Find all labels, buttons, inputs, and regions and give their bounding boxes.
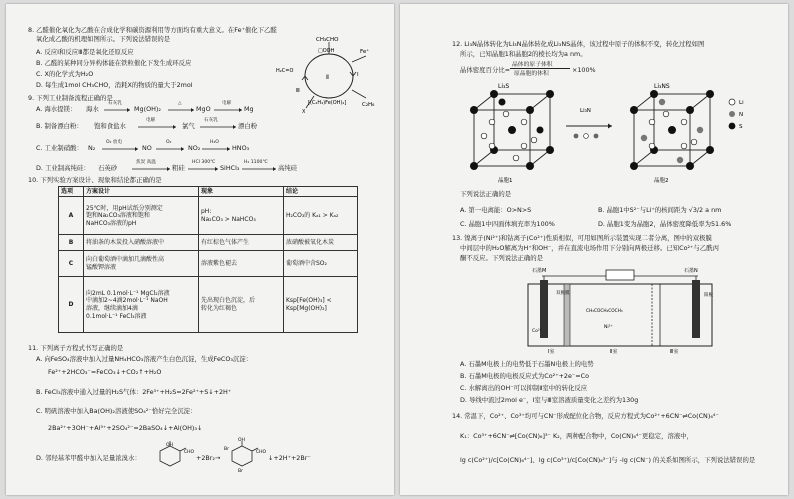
- concl-line: Ksp[Fe(OH)₃] <: [286, 297, 332, 305]
- q11-option-d-end: ↓+2H⁺+2Br⁻: [268, 454, 311, 462]
- q10-row-d-conclusion: [284, 277, 358, 333]
- q10-row-d-option: D: [59, 277, 84, 333]
- bipolar-membrane-label: 双极膜: [556, 291, 570, 296]
- q8-cycle-step3: Ⅲ: [296, 88, 300, 94]
- cell-mid-label: Li₃N: [580, 108, 591, 114]
- q12-option-c: C. 晶胞1中四面体填充率为100%: [460, 220, 555, 228]
- plan-line: 向白葡萄酒中滴加几滴酸性高: [86, 256, 165, 264]
- fraction-bar: [510, 68, 570, 69]
- q9-d-s1: 石英砂: [98, 164, 118, 172]
- q10-table: [58, 186, 358, 333]
- q8-option-d: D. 每生成1mol CH₃CHO，消耗X的物质的量大于2mol: [36, 81, 193, 89]
- q10-row-b-option: B: [59, 235, 84, 251]
- q9-a-c1: 石灰乳: [108, 101, 122, 106]
- concl-line: H₂CO₃的 Kₐ₁ > Kₐ₂: [286, 212, 339, 220]
- crystal-cell-2: [614, 80, 724, 185]
- q9-b-c1: 电解: [146, 118, 156, 123]
- q8-cycle-x: X: [302, 109, 306, 114]
- q12-density-post: ×100%: [572, 66, 596, 74]
- q9-c-label: C. 工业制硝酸：: [36, 144, 83, 152]
- q9-title: 9. 下列工业制备流程正确的是: [28, 94, 113, 102]
- q10-header-plan: 方案设计: [84, 187, 199, 197]
- q8-option-b: B. 乙醛的某种同分异构体能在铁粒催化下发生成环反应: [36, 59, 192, 67]
- q10-row-c-phenomenon: 溶液紫色褪去: [199, 251, 284, 277]
- plan-line: 溶液，继续滴加4滴: [86, 304, 138, 312]
- q10-row-c-plan: [84, 251, 199, 277]
- q10-row-b-conclusion: 浓硝酸被氧化木炭: [284, 235, 358, 251]
- acetylacetone-label: CH₃COCH₂COCH₃: [586, 309, 623, 314]
- q9-a-arrows: [102, 106, 282, 114]
- q10-header-option: 选项: [59, 187, 84, 197]
- q9-c-arrows: [100, 145, 240, 153]
- q14-k-line: K₁：Co³⁺+6CN⁻⇌[Co(CN)₆]³⁻ K₂，两种配合物中，Co(CN)₆⁴⁻更稳定，溶液中，: [460, 432, 694, 440]
- legend-li: Li: [739, 100, 744, 106]
- q9-c-s3: NO₂: [188, 144, 201, 152]
- q13-option-b: B. 石墨M电极的电极反应式为Co²⁺+2e⁻=Co: [460, 372, 590, 380]
- q9-d-label: D. 工业制高纯硅：: [36, 164, 90, 172]
- q10-row-a-phenomenon: [199, 197, 284, 235]
- q9-b-s3: 漂白粉: [238, 122, 258, 130]
- table-row: [59, 277, 358, 333]
- table-row: [59, 197, 358, 235]
- q8-cycle-left: H₂C=O: [276, 68, 294, 74]
- oh-label: OH: [166, 443, 173, 448]
- cho-label: CHO: [184, 450, 195, 455]
- legend-s: S: [739, 124, 743, 130]
- q9-b-s2: 氯气: [182, 122, 195, 130]
- plan-line: 中滴加2~4滴2mol·L⁻¹ NaOH: [86, 297, 168, 305]
- q10-row-b-phenomenon: 有红棕色气体产生: [199, 235, 284, 251]
- q12-option-d: D. 晶胞1变为晶胞2，晶体密度降低率为51.6%: [598, 220, 732, 228]
- q8-title: 8. 乙醛催化氧化为乙酸在合成化学和碳资源利用等方面均有重大意义。在Fe⁺催化下乙醛: [28, 26, 277, 34]
- q12-frac-bot: 原晶胞的体积: [514, 71, 549, 77]
- q13-option-a: A. 石墨M电极上的电势低于石墨N电极上的电势: [460, 360, 594, 368]
- phen-line: 先出现白色沉淀，后: [201, 297, 256, 305]
- q9-a-s4: Mg: [244, 105, 254, 113]
- q13-option-d: D. 导线中流过2mol e⁻，Ⅰ室与Ⅲ室溶液质量变化之差约为130g: [460, 396, 639, 404]
- ni-ion-label: Ni²⁺: [604, 325, 613, 330]
- q11-option-c-line2: 2Ba²⁺+3OH⁻+Al³⁺+2SO₄²⁻=2BaSO₄↓+Al(OH)₃↓: [48, 424, 203, 432]
- q9-d-c2: HCl 300℃: [192, 160, 216, 165]
- plan-line: 饱和Na₂CO₃溶液和饱和: [86, 212, 150, 220]
- q9-c-s1: N₂: [88, 144, 96, 152]
- q13-line2: 中间层中的H₂O解离为H⁺和OH⁻，并在直流电场作用下分别向两极迁移。已知Co²⁺与乙酰丙: [460, 244, 719, 252]
- right-page: [400, 4, 788, 495]
- q9-d-s3: SiHCl₃: [220, 164, 240, 172]
- q9-d-arrows: [130, 165, 280, 173]
- concl-line: Ksp[Mg(OH)₂]: [286, 304, 327, 312]
- q12-line2: 所示，已知晶胞1和晶胞2的棱长均为a nm。: [460, 50, 587, 58]
- phen-line: Na₂CO₃ > NaHCO₃: [201, 215, 256, 223]
- q9-c-c3: H₂O: [210, 140, 219, 145]
- q9-a-s2: Mg(OH)₂: [134, 105, 161, 113]
- br-label: Br: [224, 447, 229, 452]
- chamber-3-label: Ⅲ室: [670, 349, 679, 354]
- q8-cycle-top2: □OOH: [318, 48, 335, 54]
- plan-line: 向2mL 0.1mol·L⁻¹ MgCl₂溶液: [86, 289, 170, 297]
- q12-question: 下列说法正确的是: [460, 190, 512, 198]
- q11-option-d-label: D. 邻羟基苯甲醛中加入足量浓溴水：: [36, 454, 141, 462]
- left-page: [6, 4, 394, 495]
- q9-a-s1: 海水: [86, 105, 99, 113]
- table-row: [59, 235, 358, 251]
- electrolysis-cell-diagram: [520, 266, 720, 354]
- q10-row-a-plan: [84, 197, 199, 235]
- table-row: [59, 251, 358, 277]
- q12-option-b: B. 晶胞1中S²⁻与Li⁺的核间距为 √3/2 a nm: [598, 206, 722, 214]
- phen-line: pH:: [201, 208, 212, 216]
- q9-c-c2: O₂: [166, 140, 172, 145]
- q10-row-c-conclusion: 葡萄酒中含SO₂: [284, 251, 358, 277]
- q8-option-c: C. X的化学式为H₂O: [36, 70, 94, 78]
- q9-d-c1: 焦炭 高温: [136, 160, 156, 165]
- q10-row-d-plan: [84, 277, 199, 333]
- q10-row-a-conclusion: [284, 197, 358, 235]
- q9-b-label: B. 制备漂白粉：: [36, 122, 83, 130]
- q8-cycle-top: CH₃CHO: [316, 37, 339, 43]
- q10-header-phenomenon: 现象: [199, 187, 284, 197]
- q9-b-c2: 石灰乳: [204, 118, 218, 123]
- q13-line3: 酮不反应。下列说法正确的是: [460, 254, 544, 262]
- brominated-product-structure-icon: [224, 436, 268, 472]
- q9-a-c3: 电解: [222, 101, 232, 106]
- q11-option-a-line2: Fe²⁺+2HCO₃⁻=FeCO₃↓+CO₂↑+H₂O: [48, 368, 162, 376]
- q10-header-conclusion: 结论: [284, 187, 358, 197]
- q9-b-arrows: [136, 123, 246, 131]
- q10-title: 10. 下列实验方案设计、现象和结论都正确的是: [28, 176, 162, 184]
- q11-option-c-line1: C. 明矾溶液中加入Ba(OH)₂溶液使SO₄²⁻恰好完全沉淀：: [36, 407, 197, 415]
- benzaldehyde-structure-icon: [156, 440, 196, 468]
- plan-line: 25℃时，用pH试纸分别测定: [86, 204, 163, 212]
- cell1-label: Li₃S: [498, 83, 510, 90]
- phen-line: 转化为红褐色: [201, 304, 238, 312]
- q10-row-c-option: C: [59, 251, 84, 277]
- q8-line2: 氧化成乙酸的机理如图所示。下列说法错误的是: [36, 35, 171, 43]
- q12-density-pre: 晶体密度百分比=: [460, 66, 511, 74]
- br-label: Br: [238, 469, 243, 472]
- q9-a-s3: MgO: [196, 105, 211, 113]
- q12-option-a: A. 第一电离能：O>N>S: [460, 206, 532, 214]
- q9-d-s4: 高纯硅: [278, 164, 298, 172]
- legend-n: N: [739, 112, 744, 118]
- q11-option-a-line1: A. 向FeSO₄溶液中加入过量NH₄HCO₃溶液产生白色沉淀，生成FeCO₃沉淀：: [36, 355, 253, 363]
- crystal-legend: [726, 96, 756, 136]
- q9-a-label: A. 海水提镁：: [36, 105, 77, 113]
- graphite-n-label: 石墨N: [684, 268, 698, 274]
- crystal-cell-1: [454, 80, 564, 185]
- q11-option-b: B. FeCl₃溶液中通入过量的H₂S气体：2Fe³⁺+H₂S=2Fe²⁺+S↓+2H⁺: [36, 388, 232, 396]
- plan-line: 0.1mol·L⁻¹ FeCl₃溶液: [86, 312, 147, 320]
- q9-d-s2: 粗硅: [172, 164, 185, 172]
- oh-label: OH: [238, 438, 245, 443]
- q8-cycle-step1: Ⅰ: [357, 72, 359, 78]
- q9-d-c3: H₂ 1100℃: [244, 160, 268, 165]
- graphite-m-label: 石墨M: [532, 268, 547, 274]
- cho-label: CHO: [256, 450, 267, 455]
- cell2-caption: 晶胞2: [654, 178, 669, 184]
- co-ion-label: Co²⁺: [532, 329, 543, 334]
- q13-option-c: C. 水解离出的OH⁻可以抑制Ⅱ室中的转化反应: [460, 384, 588, 392]
- q8-cycle-c2h6: C₂H₆: [362, 102, 375, 108]
- plan-line: NaHCO₃溶液的pH: [86, 219, 137, 227]
- q10-header-row: [59, 187, 358, 197]
- q10-row-b-plan: 将油条的木炭投入硝酸溶液中: [84, 235, 199, 251]
- anode-label: 阳极: [704, 293, 713, 298]
- q14-lg-line: lg c(Co²⁺)/c[Co(CN)₆⁴⁻]、lg c(Co³⁺)/c[Co(CN)₆³⁻]与 -lg c(CN⁻) 的关系如图所示，下列说法错误的是: [460, 456, 756, 464]
- q9-a-c2: △: [178, 101, 182, 106]
- q8-cycle-fe: Fe⁺: [360, 49, 370, 55]
- q13-title: 13. 镍离子(Ni²⁺)和钴离子(Co²⁺)性质相似，可用如图所示装置实现二者分离，图中的双极膜: [452, 234, 712, 242]
- q9-c-c1: O₂ 放电: [106, 140, 123, 145]
- q14-title: 14. 常温下，Co²⁺、Co³⁺均可与CN⁻形成配位化合物，反应方程式为Co²⁺+6CN⁻⇌Co(CN)₆⁴⁻: [452, 412, 719, 420]
- chamber-1-label: Ⅰ室: [548, 349, 555, 354]
- q8-option-a: A. 反应Ⅰ和反应Ⅲ都是氧化还原反应: [36, 48, 134, 56]
- cell2-label: Li₃NS: [654, 83, 670, 90]
- q8-cycle-bottom: [(C₂H₄)Fe(OH)₂]: [308, 100, 347, 106]
- q11-title: 11. 下列离子方程式书写正确的是: [28, 344, 124, 352]
- q8-cycle-diagram: [274, 34, 384, 114]
- q9-c-s4: HNO₃: [232, 144, 250, 152]
- chamber-2-label: Ⅱ室: [610, 349, 618, 354]
- q10-row-a-option: A: [59, 197, 84, 235]
- q8-cycle-step2: Ⅱ: [326, 74, 329, 81]
- q9-c-s2: NO: [142, 144, 152, 152]
- q11-option-d-mid: +2Br₂→: [196, 454, 221, 462]
- q12-frac-top: 晶体的原子体积: [512, 62, 553, 68]
- plan-line: 锰酸钾溶液: [86, 263, 117, 271]
- cell1-caption: 晶胞1: [498, 178, 513, 184]
- q9-b-s1: 饱和食盐水: [94, 122, 126, 130]
- q10-row-d-phenomenon: [199, 277, 284, 333]
- q12-title: 12. Li₃N晶体转化为Li₃N晶体转化成Li₃NS晶体，该过程中原子的体积不变，转化过程如图: [452, 40, 705, 48]
- transform-arrow: [562, 104, 618, 144]
